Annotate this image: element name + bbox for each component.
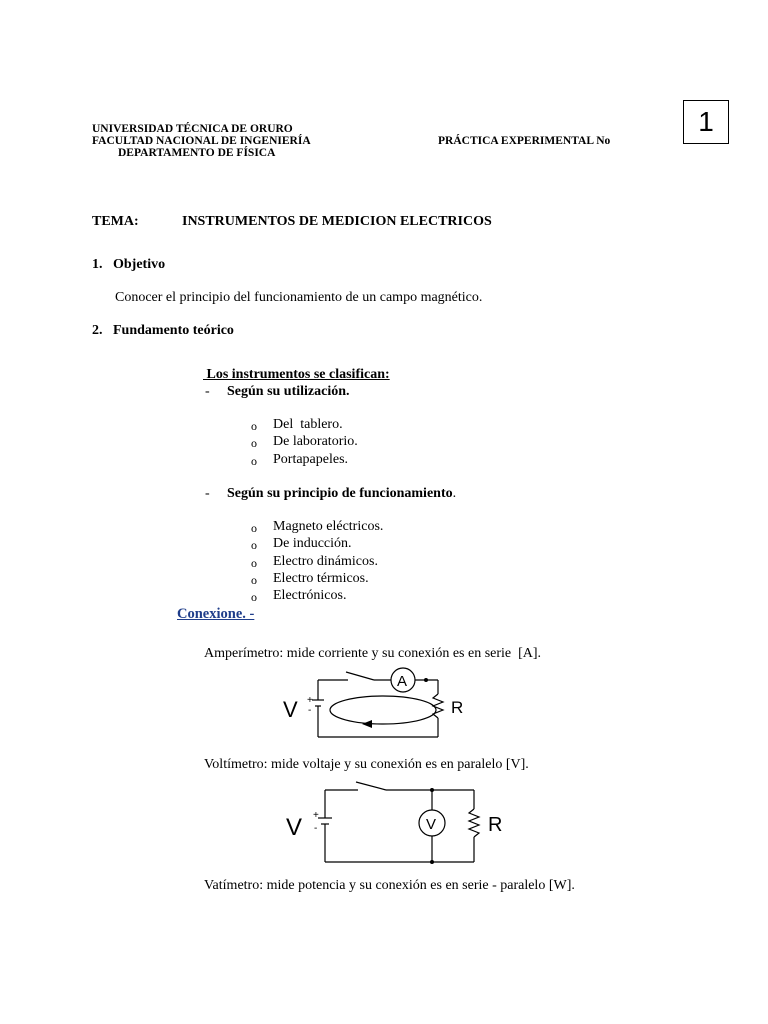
classify-title: Los instrumentos se clasifican: bbox=[203, 367, 390, 382]
resistor-zigzag bbox=[433, 694, 443, 718]
university-name: UNIVERSIDAD TÉCNICA DE ORURO bbox=[92, 123, 293, 135]
objetivo-text: Conocer el principio del funcionamiento de un campo magnético. bbox=[115, 290, 483, 305]
circuit1-resistor-label: R bbox=[451, 698, 464, 717]
circuit2-minus-label: - bbox=[314, 823, 318, 834]
tema-title: INSTRUMENTOS DE MEDICION ELECTRICOS bbox=[182, 214, 492, 229]
list-item: Magneto eléctricos. bbox=[273, 519, 384, 534]
faculty-name: FACULTAD NACIONAL DE INGENIERÍA bbox=[92, 135, 311, 147]
circuit1-source-label: V bbox=[283, 697, 298, 722]
switch-blade bbox=[346, 672, 374, 680]
group-principio-title bbox=[227, 485, 456, 502]
voltimetro-text: Voltímetro: mide voltaje y su conexión es en paralelo [V]. bbox=[204, 757, 529, 772]
current-arrow-icon bbox=[362, 720, 372, 728]
current-loop bbox=[330, 696, 436, 724]
section-fundamento-heading: 2. Fundamento teórico bbox=[92, 323, 234, 338]
group-utilizacion-title: Según su utilización. bbox=[227, 384, 350, 399]
conexion-heading: Conexione. - bbox=[177, 606, 255, 622]
list-item: De laboratorio. bbox=[273, 434, 358, 449]
list-item: Portapapeles. bbox=[273, 452, 349, 467]
circuit1-meter-label: A bbox=[397, 673, 408, 690]
junction-dot bbox=[430, 788, 434, 792]
ammeter-circuit bbox=[283, 668, 463, 737]
list-item: Del tablero. bbox=[273, 417, 343, 432]
resistor-zigzag bbox=[469, 809, 479, 837]
list-item: De inducción. bbox=[273, 536, 352, 551]
circuit2-meter-label: V bbox=[426, 816, 437, 833]
practice-label: PRÁCTICA EXPERIMENTAL No bbox=[438, 135, 611, 147]
list-item: Electro dinámicos. bbox=[273, 554, 378, 569]
bullet-icon: o bbox=[251, 590, 257, 604]
switch-blade bbox=[356, 782, 386, 790]
circuit1-minus-label: - bbox=[308, 705, 312, 716]
voltmeter-symbol bbox=[419, 810, 445, 836]
circuit2-plus-label: + bbox=[313, 810, 319, 821]
voltmeter-circuit bbox=[286, 782, 502, 864]
list-item: Electrónicos. bbox=[273, 588, 347, 603]
bullet-icon: o bbox=[251, 538, 257, 552]
dash-2: - bbox=[205, 486, 210, 501]
circuit2-source-label: V bbox=[286, 814, 303, 841]
tema-label: TEMA: bbox=[92, 214, 139, 229]
amperimetro-text: Amperímetro: mide corriente y su conexión es en serie [A]. bbox=[204, 646, 542, 661]
junction-dot bbox=[430, 860, 434, 864]
circuit2-resistor-label: R bbox=[488, 814, 503, 836]
bullet-icon: o bbox=[251, 573, 257, 587]
practice-number-box: 1 bbox=[683, 100, 729, 144]
dash-1: - bbox=[205, 384, 210, 399]
bullet-icon: o bbox=[251, 521, 257, 535]
group-principio-title-suffix: . bbox=[452, 486, 457, 501]
list-item: Electro térmicos. bbox=[273, 571, 369, 586]
vatimetro-text: Vatímetro: mide potencia y su conexión es en serie - paralelo [W]. bbox=[204, 878, 575, 893]
bullet-icon: o bbox=[251, 419, 257, 433]
section-objetivo-heading: 1. Objetivo bbox=[92, 257, 166, 272]
bullet-icon: o bbox=[251, 556, 257, 570]
bullet-icon: o bbox=[251, 436, 257, 450]
bullet-icon: o bbox=[251, 454, 257, 468]
group-principio-title-text: Según su principio de funcionamiento bbox=[227, 486, 453, 501]
department-name: DEPARTAMENTO DE FÍSICA bbox=[118, 147, 276, 159]
junction-dot bbox=[424, 678, 428, 682]
ammeter-symbol bbox=[391, 668, 415, 692]
circuit1-plus-label: + bbox=[307, 695, 313, 706]
